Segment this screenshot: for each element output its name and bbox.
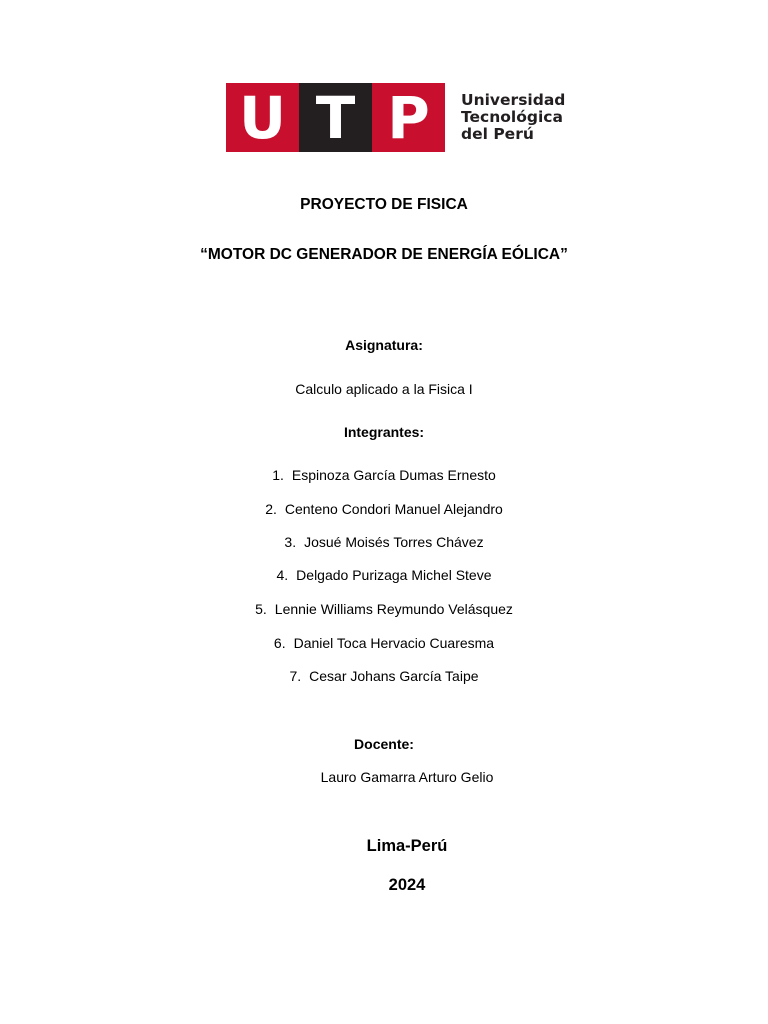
- member-number: 2.: [265, 501, 277, 517]
- member-item: [0, 500, 768, 518]
- member-name: Centeno Condori Manuel Alejandro: [284, 501, 503, 517]
- logo-text-line-3: del Perú: [461, 125, 534, 143]
- member-number: 6.: [273, 635, 286, 651]
- member-name: Cesar Johans García Taipe: [309, 668, 479, 684]
- member-number: 7.: [289, 668, 302, 684]
- logo-university-name: [461, 92, 565, 143]
- logo-letter-u: U: [226, 83, 299, 152]
- year: 2024: [388, 876, 426, 894]
- place: Lima-Perú: [366, 837, 448, 855]
- member-name: Lennie Williams Reymundo Velásquez: [274, 601, 513, 617]
- member-item: [0, 466, 768, 484]
- project-label: PROYECTO DE FISICA: [300, 196, 468, 213]
- member-name: Josué Moisés Torres Chávez: [304, 534, 484, 550]
- member-name: Delgado Purizaga Michel Steve: [296, 567, 492, 583]
- logo-text-line-2: Tecnológica: [461, 108, 563, 126]
- subject-value-text: Calculo aplicado a la Fisica I: [295, 381, 473, 397]
- logo-letter-t: T: [299, 83, 372, 152]
- member-name: Daniel Toca Hervacio Cuaresma: [293, 635, 495, 651]
- subject-label: Asignatura:: [345, 337, 423, 353]
- member-item: [0, 566, 768, 584]
- member-number: 1.: [272, 467, 284, 483]
- logo-text-line-1: Universidad: [461, 91, 566, 109]
- member-item: [0, 634, 768, 652]
- member-name: Espinoza García Dumas Ernesto: [291, 467, 496, 483]
- member-number: 3.: [284, 534, 297, 550]
- member-number: 5.: [255, 601, 267, 617]
- utp-logo: [226, 83, 445, 152]
- member-item: [0, 667, 768, 685]
- member-item: [0, 600, 768, 618]
- members-label: Integrantes:: [343, 424, 425, 440]
- teacher-label: Docente:: [354, 736, 414, 752]
- teacher-value: Lauro Gamarra Arturo Gelio: [320, 769, 494, 785]
- member-item: [0, 533, 768, 551]
- logo-letter-p: P: [372, 83, 445, 152]
- member-number: 4.: [276, 567, 289, 583]
- project-title: “MOTOR DC GENERADOR DE ENERGÍA EÓLICA”: [200, 246, 568, 263]
- subject-value: [0, 380, 768, 398]
